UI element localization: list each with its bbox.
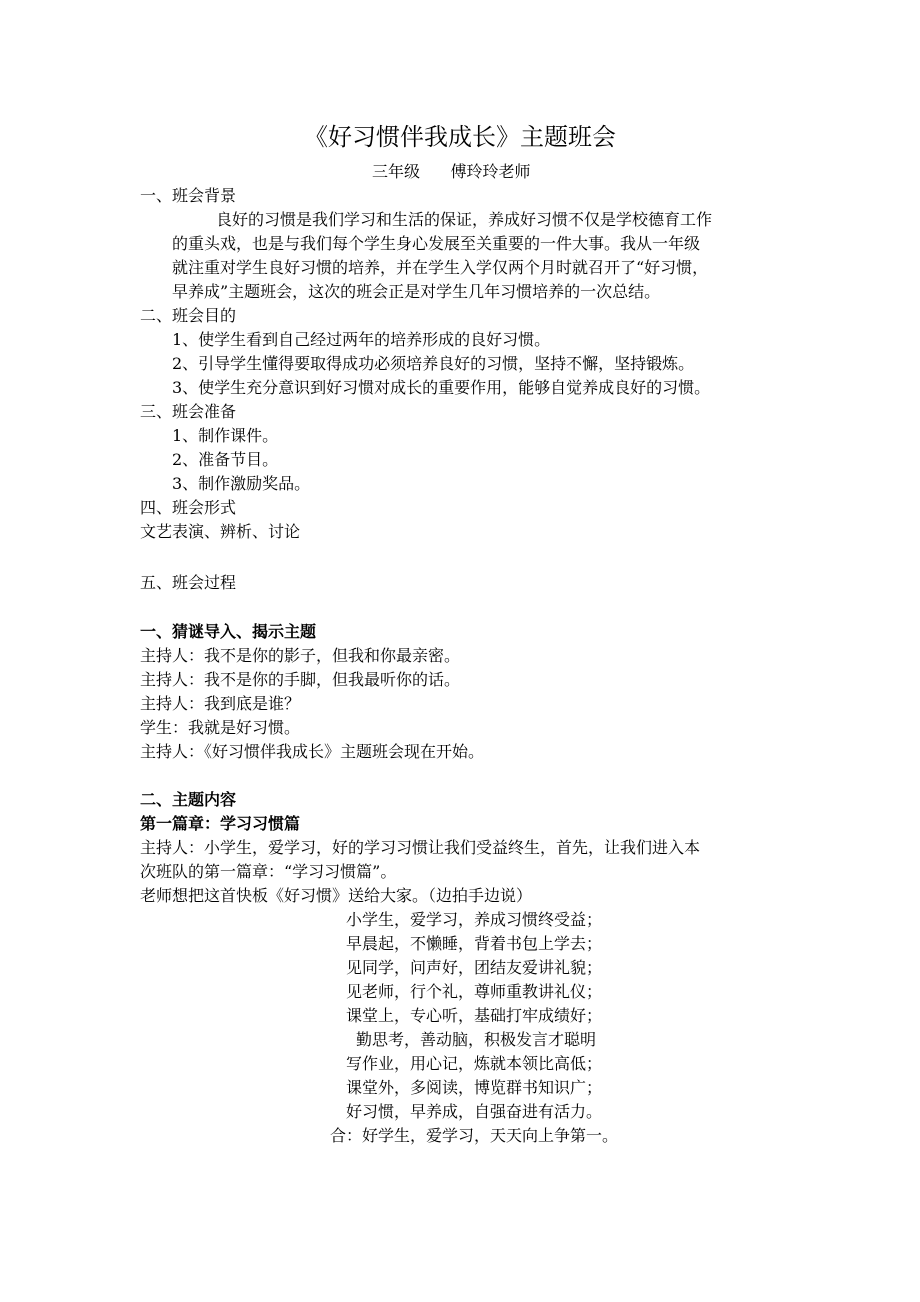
section-heading: 四、班会形式 [140,498,237,517]
poem-line: 见老师，行个礼，尊师重教讲礼仪； [346,982,603,1001]
section-5-heading-block [140,571,790,595]
list-item: 1、制作课件。 [172,426,279,445]
part-1-block [140,620,790,764]
section-heading: 五、班会过程 [140,573,237,592]
poem-line: 见同学，问声好，团结友爱讲礼貌； [346,958,603,977]
dialogue-line: 老师想把这首快板《好习惯》送给大家。（边拍手边说） [140,886,533,905]
paragraph-line: 早养成”主题班会，这次的班会正是对学生几年习惯培养的一次总结。 [172,282,661,301]
paragraph-line: 就注重对学生良好习惯的培养，并在学生入学仅两个月时就召开了“好习惯， [172,258,709,277]
list-item: 2、引导学生懂得要取得成功必须培养良好的习惯，坚持不懈，坚持锻炼。 [172,354,695,373]
dialogue-line: 学生：我就是好习惯。 [140,718,301,737]
body-text: 文艺表演、辨析、讨论 [140,522,301,541]
poem-line: 课堂上，专心听，基础打牢成绩好； [346,1006,603,1025]
section-heading: 一、班会背景 [140,186,237,205]
dialogue-line: 主持人：《好习惯伴我成长》主题班会现在开始。 [140,742,485,761]
list-item: 3、使学生充分意识到好习惯对成长的重要作用，能够自觉养成良好的习惯。 [172,378,711,397]
sections-block [140,184,790,544]
part-heading: 二、主题内容 [140,790,237,809]
part-2-block [140,788,790,908]
chapter-heading: 第一篇章：学习习惯篇 [140,814,301,833]
poem-line: 小学生，爱学习，养成习惯终受益； [346,910,603,929]
list-item: 2、准备节目。 [172,450,279,469]
list-item: 1、使学生看到自己经过两年的培养形成的良好习惯。 [172,330,551,349]
dialogue-line: 主持人：我不是你的影子，但我和你最亲密。 [140,646,461,665]
document-subtitle: 三年级 傅玲玲老师 [372,162,531,181]
dialogue-line: 主持人：我到底是谁？ [140,694,301,713]
dialogue-line: 主持人：小学生，爱学习，好的学习习惯让我们受益终生，首先，让我们进入本 [140,838,701,857]
part-heading: 一、猜谜导入、揭示主题 [140,622,317,641]
dialogue-line: 次班队的第一篇章：“学习习惯篇”。 [140,862,397,881]
poem-line: 早晨起，不懒睡，背着书包上学去； [346,934,603,953]
dialogue-line: 主持人：我不是你的手脚，但我最听你的话。 [140,670,461,689]
poem-line: 好习惯，早养成，自强奋进有活力。 [346,1102,603,1121]
poem-line: 合：好学生，爱学习，天天向上争第一。 [330,1126,619,1145]
poem-block [0,908,920,1148]
document-title: 《好习惯伴我成长》主题班会 [304,123,616,151]
section-heading: 二、班会目的 [140,306,237,325]
paragraph-line: 的重头戏，也是与我们每个学生身心发展至关重要的一件大事。我从一年级 [172,234,701,253]
paragraph-line: 良好的习惯是我们学习和生活的保证，养成好习惯不仅是学校德育工作 [216,210,713,229]
poem-line: 勤思考，善动脑，积极发言才聪明 [356,1030,597,1049]
section-heading: 三、班会准备 [140,402,237,421]
poem-line: 写作业，用心记，炼就本领比高低； [346,1054,603,1073]
list-item: 3、制作激励奖品。 [172,474,311,493]
poem-line: 课堂外，多阅读，博览群书知识广； [346,1078,603,1097]
